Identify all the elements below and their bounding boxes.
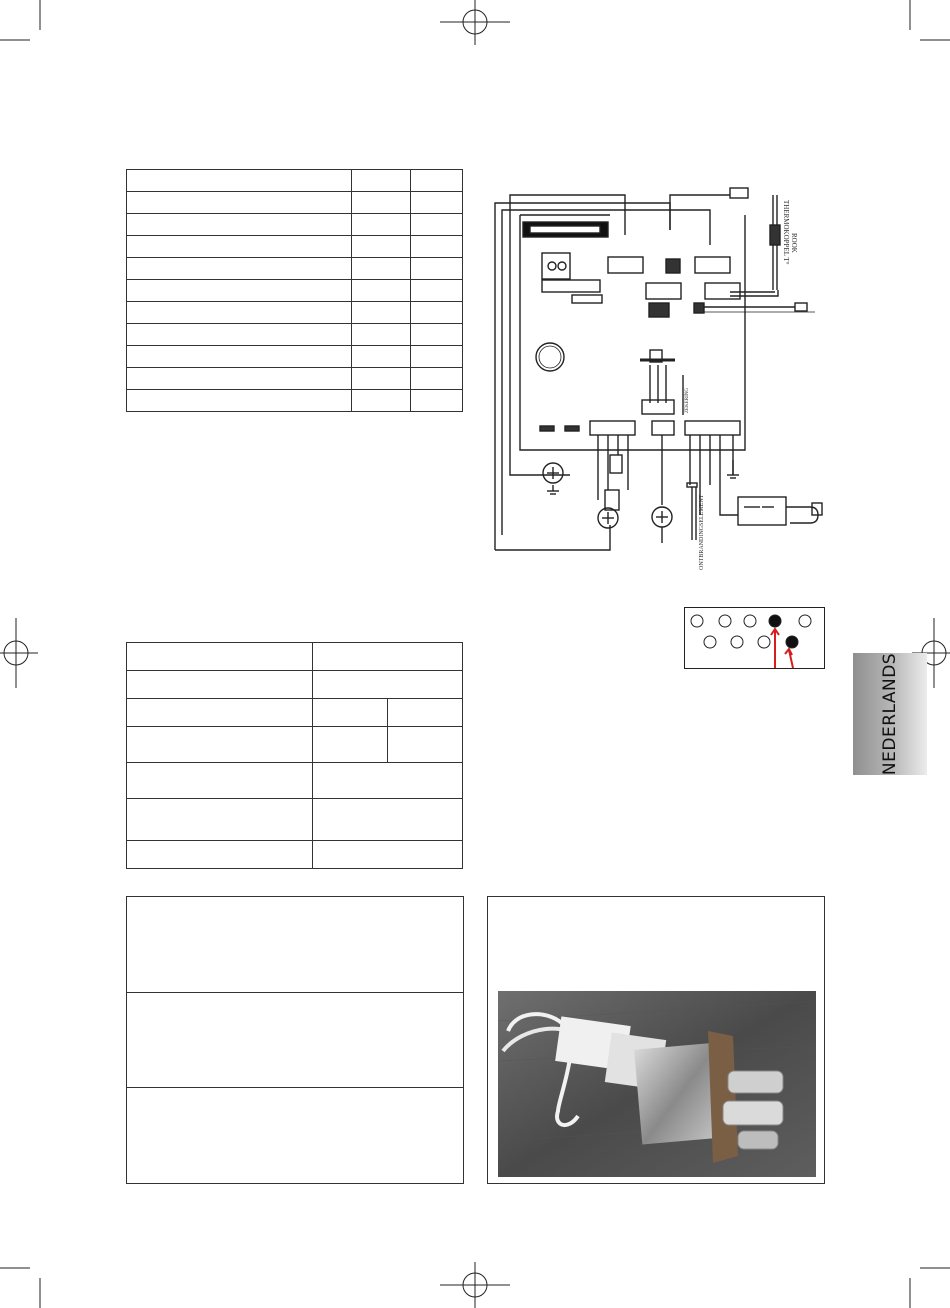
connector-pinout	[684, 607, 825, 669]
specs-table-2	[126, 642, 463, 869]
language-tab-label: NEDERLANDS	[880, 652, 900, 776]
photo-box	[487, 896, 825, 1184]
fuse-label: ZEKERING	[685, 388, 690, 413]
highlight-arrows	[771, 629, 793, 668]
wiring-diagram	[490, 185, 830, 575]
igniter-label: ONTBRANDINGSELEMENT	[699, 494, 705, 570]
language-tab	[853, 653, 927, 775]
specs-table-1	[126, 169, 463, 412]
instructions-box	[126, 896, 464, 1184]
smoke-label: ROOK	[790, 233, 798, 253]
fuse-holder-photo	[498, 991, 816, 1177]
instructions-divider-1	[127, 992, 463, 993]
instructions-divider-2	[127, 1087, 463, 1088]
thermocouple-label: THERMOKOPPEL T°	[782, 200, 790, 265]
